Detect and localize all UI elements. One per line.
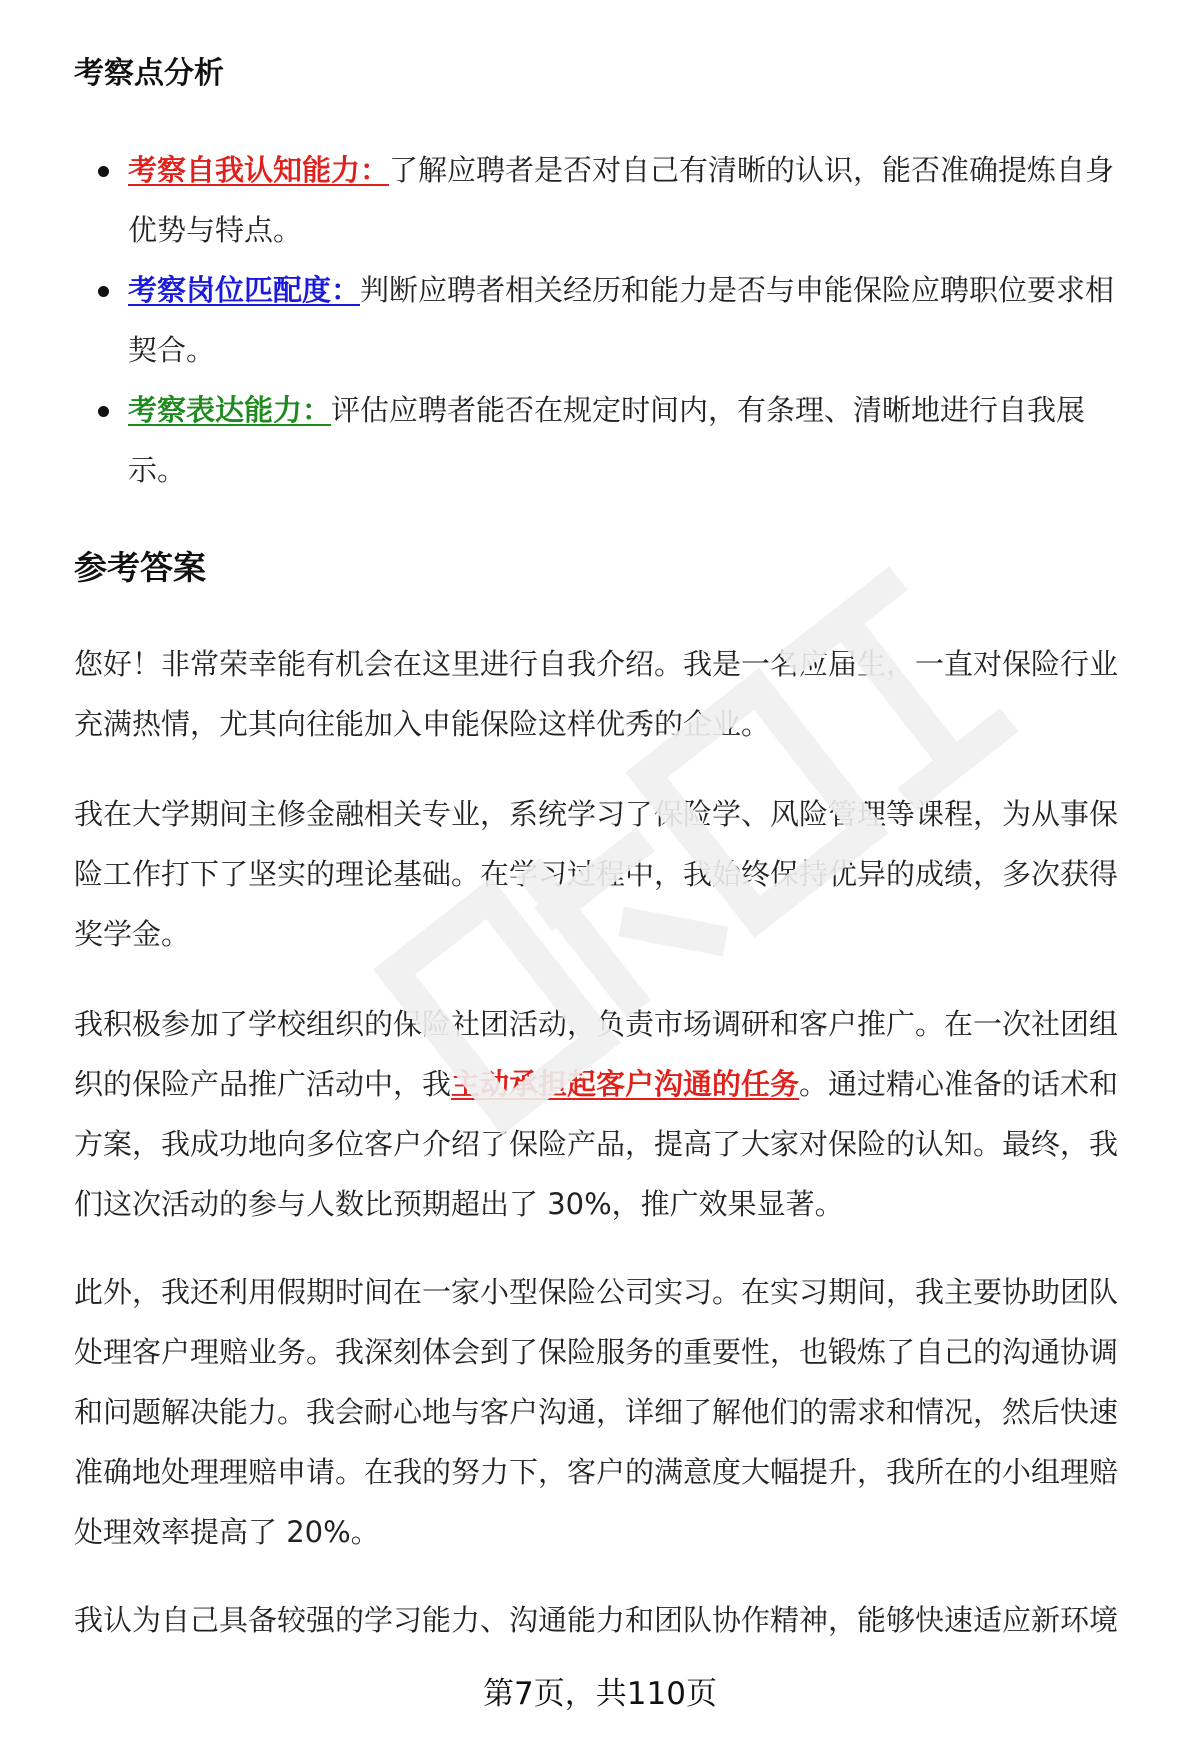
highlighted-phrase: 主动承担起客户沟通的任务 (451, 1067, 800, 1101)
answer-paragraph: 我认为自己具备较强的学习能力、沟通能力和团队协作精神，能够快速适应新环境 (74, 1603, 1119, 1637)
paragraph-text: 我积极参加了学校组织的保险社团活动，负责市场调研和客户推广。在一次社团组织的保险产品推广活动中，我 (74, 1007, 1119, 1101)
answer-paragraph: 您好！非常荣幸能有机会在这里进行自我介绍。我是一名应届生，一直对保险行业充满热情，尤其向往能加入申能保险这样优秀的企业。 (74, 647, 1119, 741)
paragraph-text: 。通过精心准备的话术和方案，我成功地向多位客户介绍了保险产品，提高了大家对保险的认知。最终，我们这次活动的参与人数比预期超出了 30%，推广效果显著。 (74, 1067, 1119, 1221)
answer-paragraph: 我在大学期间主修金融相关专业，系统学习了保险学、风险管理等课程，为从事保险工作打下了坚实的理论基础。在学习过程中，我始终保持优异的成绩，多次获得奖学金。 (74, 797, 1119, 951)
page-number: 第7页，共110页 (483, 1676, 717, 1712)
bullet-icon (98, 406, 109, 417)
point-text: 了解应聘者是否对自己有清晰的认识，能否准确提炼自身优势与特点。 (128, 153, 1115, 247)
section-title-answer: 参考答案 (74, 548, 206, 587)
analysis-points-list (0, 140, 1200, 500)
point-text: 判断应聘者相关经历和能力是否与申能保险应聘职位要求相契合。 (128, 273, 1115, 367)
bullet-icon (98, 166, 109, 177)
answer-paragraph: 此外，我还利用假期时间在一家小型保险公司实习。在实习期间，我主要协助团队处理客户理赔业务。我深刻体会到了保险服务的重要性，也锻炼了自己的沟通协调和问题解决能力。我会耐心地与客户沟通，详细了解他们的需求和情况，然后快速准确地处理理赔申请。在我的努力下，客户的满意度大幅提升，我所在的小组理赔处理效率提高了 20%。 (74, 1275, 1119, 1549)
point-keyword: 考察岗位匹配度： (128, 273, 361, 307)
point-keyword: 考察自我认知能力： (128, 153, 390, 187)
analysis-point (0, 140, 1128, 260)
point-text: 评估应聘者能否在规定时间内，有条理、清晰地进行自我展示。 (128, 393, 1086, 487)
analysis-point (0, 260, 1128, 380)
bullet-icon (98, 286, 109, 297)
point-keyword: 考察表达能力： (128, 393, 332, 427)
answer-paragraph (74, 994, 1146, 1234)
analysis-point (0, 380, 1128, 500)
section-title-analysis: 考察点分析 (74, 56, 224, 91)
